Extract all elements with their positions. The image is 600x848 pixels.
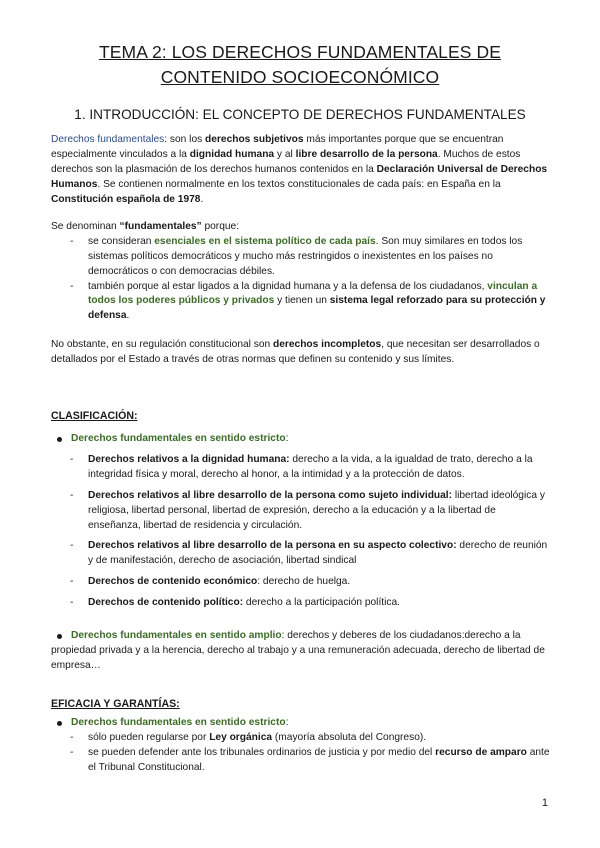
denominan-text: Se denominan [51, 221, 120, 232]
reason-highlight: vinculan a todos los poderes públicos y privados [88, 280, 538, 307]
reason-text: . Son muy similares en todos los sistemas políticos democráticos y mucho más restringidos o inexistentes en los países no democráticos o con democracias débiles. [88, 235, 523, 277]
item-text: derecho a la participación política. [243, 597, 400, 609]
intro-text: : son los [164, 134, 206, 145]
guarantee-text: sólo pueden regularse por [88, 732, 210, 743]
intro-text: . [200, 193, 204, 205]
guarantee-text: se pueden defender ante los tribunales ordinarios de justicia y por medio del [88, 746, 436, 758]
bullet-icon [57, 437, 62, 442]
section-heading-eficacia: EFICACIA Y GARANTÍAS: [51, 698, 180, 710]
item-bold: Derechos relativos al libre desarrollo de la persona como sujeto individual: [88, 489, 453, 501]
intro-text: . Muchos de estos derechos son la plasmación de los derechos humanos contenidos en la [51, 148, 521, 175]
section-heading-introduccion: 1. INTRODUCCIÓN: EL CONCEPTO DE DERECHOS FUNDAMENTALES [74, 107, 526, 122]
obstante-bold: derechos incompletos [273, 339, 382, 350]
amplio-label: Derechos fundamentales en sentido amplio [71, 630, 282, 641]
obstante-paragraph [51, 338, 551, 368]
section-heading-clasificacion: CLASIFICACIÓN: [51, 410, 138, 422]
eficacia-estricto-line [51, 717, 288, 728]
eficacia-estricto-item [51, 716, 551, 731]
bullet-icon [57, 634, 62, 639]
list-item [51, 489, 551, 534]
item-text: libertad ideológica y religiosa, libertad personal, libertad de expresión, derecho a la educación y a la libertad de enseñanza, libertad de residencia y circulación. [88, 489, 545, 531]
item-text: derecho a la vida, a la igualdad de trato, derecho a la integridad física y moral, derecho al honor, a la intimidad y a la protección de datos. [88, 454, 533, 480]
list-item [51, 746, 551, 776]
intro-bold: Constitución española de 1978 [51, 193, 201, 205]
term-derechos-fundamentales: Derechos fundamentales [51, 134, 165, 145]
reason-text: también porque al estar ligados a la dignidad humana y a la defensa de los ciudadanos, [88, 280, 488, 292]
list-item [51, 596, 551, 611]
item-bold: Derechos de contenido económico [88, 576, 258, 588]
denominan-block [51, 220, 551, 324]
item-text: derecho de reunión y de manifestación, derecho de asociación, libertad sindical [88, 540, 548, 567]
eficacia-estricto-colon: : [285, 717, 289, 728]
intro-text: . Se contienen normalmente en los textos constitucionales de cada país: en España en la [97, 178, 501, 190]
item-bold: Derechos relativos al libre desarrollo de la persona en su aspecto colectivo: [88, 540, 457, 552]
title-line-1: TEMA 2: LOS DERECHOS FUNDAMENTALES DE [98, 42, 502, 62]
estricto-colon: : [285, 433, 289, 444]
reason-text: . [126, 310, 130, 322]
intro-paragraph [51, 133, 551, 207]
denominan-bold: “fundamentales” [119, 221, 202, 232]
reasons-list [51, 235, 551, 324]
reason-bold: sistema legal reforzado para su protección y defensa [88, 295, 546, 322]
obstante-text: No obstante, en su regulación constitucional son [51, 339, 274, 350]
list-item [51, 280, 551, 325]
intro-text: más importantes porque que se encuentran especialmente vinculados a la [51, 134, 504, 160]
page-number: 1 [541, 797, 548, 809]
bullet-icon [57, 721, 62, 726]
clasificacion-estricto-item [51, 432, 551, 447]
list-item [51, 731, 551, 746]
guarantee-bold: recurso de amparo [435, 746, 527, 758]
amplio-text-block [51, 629, 551, 674]
intro-bold: derechos subjetivos [205, 134, 304, 145]
estricto-label: Derechos fundamentales en sentido estricto [71, 433, 286, 444]
list-item [51, 453, 551, 483]
item-text: : derecho de huelga. [257, 576, 351, 588]
amplio-text: : derechos y deberes de los ciudadanos:derecho a la propiedad privada y a la herencia, derecho al trabajo y a una remuneración adecuada, derecho de libertad de empresa… [51, 630, 545, 671]
estricto-line [51, 433, 288, 444]
eficacia-estricto-label: Derechos fundamentales en sentido estricto [71, 717, 286, 728]
guarantee-bold: Ley orgánica [209, 732, 273, 743]
reason-text: y tienen un [274, 295, 330, 307]
title-line-2: CONTENIDO SOCIOECONÓMICO [160, 67, 440, 87]
list-item [51, 575, 551, 590]
clasificacion-amplio-item [51, 629, 551, 674]
guarantee-text: ante el Tribunal Constitucional. [88, 746, 550, 773]
obstante-text: , que necesitan ser desarrollados o detallados por el Estado a través de otras normas que definen su contenido y sus límites. [51, 339, 540, 365]
reason-text: se consideran [88, 235, 155, 247]
intro-text: y al [274, 148, 296, 160]
intro-bold: dignidad humana [189, 148, 275, 160]
list-item [51, 539, 551, 569]
guarantee-text: (mayoría absoluta del Congreso). [272, 732, 427, 743]
clasificacion-sub-list [51, 453, 551, 617]
list-item [51, 235, 551, 280]
denominan-text: porque: [201, 221, 240, 232]
eficacia-sub-list [51, 731, 551, 776]
item-bold: Derechos relativos a la dignidad humana: [88, 454, 290, 465]
item-bold: Derechos de contenido político: [88, 597, 244, 609]
reason-highlight: esenciales en el sistema político de cada país [154, 235, 376, 247]
intro-bold: Declaración Universal de Derechos Humanos [51, 163, 548, 190]
denominan-line [51, 220, 551, 235]
page-title [40, 40, 560, 90]
intro-bold: libre desarrollo de la persona [295, 148, 438, 160]
